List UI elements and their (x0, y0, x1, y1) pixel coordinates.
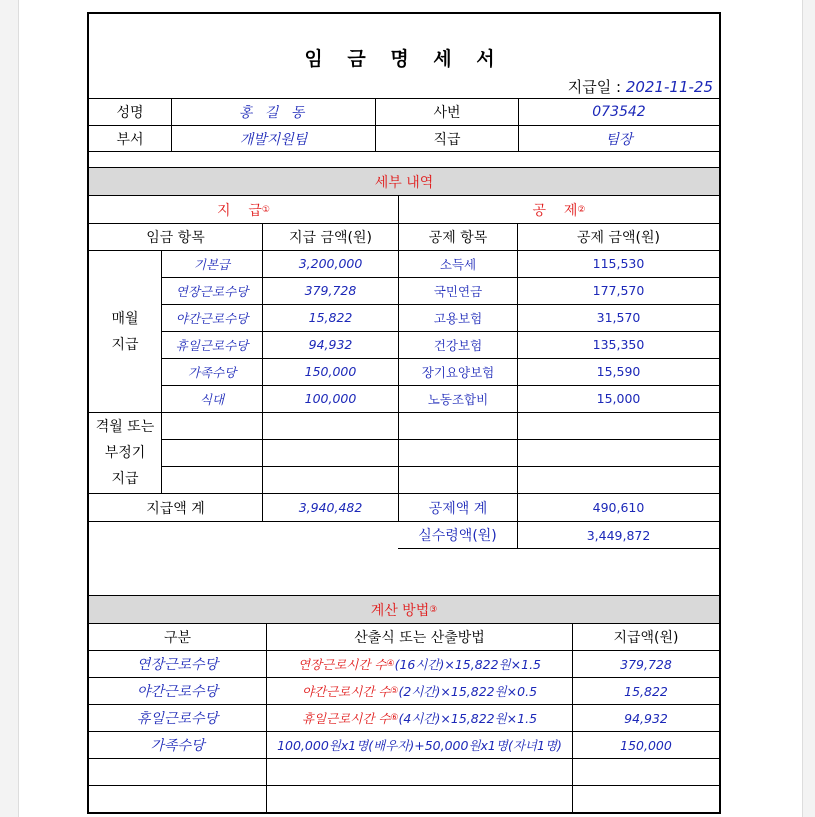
dept-label: 부서 (116, 131, 144, 148)
calc-row (89, 650, 719, 677)
pay-amount: 94,932 (262, 331, 398, 358)
row-divider (161, 358, 719, 359)
employee-id-label: 사번 (375, 99, 518, 125)
pay-item: 연장근로수당 (161, 277, 262, 304)
deduct-section-header: 공 제 ② (398, 196, 719, 223)
irregular-cell (398, 467, 517, 494)
calc-amount: 15,822 (572, 678, 719, 704)
table-row (89, 331, 719, 358)
irregular-cell (161, 467, 262, 494)
irregular-cell (262, 467, 398, 494)
table-row (89, 358, 719, 385)
pay-amount: 3,200,000 (262, 250, 398, 277)
calc-category: 야간근로수당 (136, 684, 219, 700)
irregular-cell (262, 440, 398, 467)
calc-empty-cell (266, 786, 572, 812)
calc-empty-cell (266, 759, 572, 785)
calc-row (89, 731, 719, 758)
pay-amount: 150,000 (262, 358, 398, 385)
calc-empty-cell (572, 786, 719, 812)
row-divider (161, 277, 719, 278)
calc-row (89, 704, 719, 731)
rank-label: 직급 (375, 126, 518, 151)
row-divider (161, 385, 719, 386)
column-header-row (89, 223, 719, 250)
irregular-cell (398, 413, 517, 440)
irregular-cell (161, 413, 262, 440)
pay-section-header: 지 급 ① (217, 202, 270, 219)
pay-statement (87, 12, 721, 814)
table-row (89, 385, 719, 412)
dept-value: 개발지원팀 (171, 126, 375, 151)
pay-item: 식대 (161, 385, 262, 412)
rank-value: 팀장 (518, 126, 719, 151)
table-row (89, 250, 719, 277)
net-pay-label: 실수령액(원) (418, 528, 497, 544)
calc-header-label: 계산 방법 ③ (370, 602, 438, 619)
col-deduct-amount: 공제 금액(원) (517, 224, 719, 250)
employee-id-value: 073542 (518, 99, 719, 125)
deduct-amount: 15,590 (517, 358, 719, 385)
pay-date (568, 76, 713, 97)
calc-header (89, 595, 719, 623)
pay-date-value: 2021-11-25 (625, 78, 713, 96)
deduct-amount: 115,530 (517, 250, 719, 277)
calc-empty-row (89, 785, 719, 812)
net-pay-row (398, 521, 719, 549)
totals-row (89, 493, 719, 521)
calc-formula: 야간근로시간 수 ⑤ (2시간)×15,822원×0.5 (266, 678, 572, 704)
calc-formula: 휴일근로시간 수 ⑥ (4시간)×15,822원×1.5 (266, 705, 572, 731)
name-label: 성명 (116, 105, 144, 121)
pay-item: 가족수당 (161, 358, 262, 385)
irregular-cell (262, 413, 398, 440)
calc-col-formula: 산출식 또는 산출방법 (266, 624, 572, 650)
irregular-cell (517, 413, 719, 440)
col-pay-amount: 지급 금액(원) (262, 224, 398, 250)
calc-col-category: 구분 (163, 630, 192, 646)
irregular-cell (398, 440, 517, 467)
deduct-total-value: 490,610 (517, 494, 719, 521)
deduct-amount: 135,350 (517, 331, 719, 358)
deduct-item: 고용보험 (398, 304, 517, 331)
table-row (89, 277, 719, 304)
calc-category: 휴일근로수당 (136, 711, 219, 727)
irregular-label: 격월 또는 부정기 지급 (95, 419, 155, 487)
calc-formula: 100,000원x1명(배우자)+50,000원x1명(자녀1명) (266, 732, 572, 758)
irregular-cell (161, 440, 262, 467)
pay-total-value: 3,940,482 (262, 494, 398, 521)
calc-amount: 150,000 (572, 732, 719, 758)
calc-category: 가족수당 (150, 738, 205, 754)
calc-category: 연장근로수당 (136, 657, 219, 673)
calc-column-row (89, 623, 719, 650)
document-title: 임 금 명 세 서 (304, 48, 504, 70)
pay-item: 휴일근로수당 (161, 331, 262, 358)
row-divider (161, 304, 719, 305)
pay-amount: 100,000 (262, 385, 398, 412)
net-pay-value: 3,449,872 (517, 522, 719, 548)
deduct-item: 국민연금 (398, 277, 517, 304)
table-row (89, 304, 719, 331)
pay-item: 기본급 (161, 250, 262, 277)
calc-amount: 379,728 (572, 651, 719, 677)
monthly-label: 매월 지급 (111, 310, 139, 353)
deduct-item: 소득세 (398, 250, 517, 277)
detail-header (89, 167, 719, 195)
deduct-item: 건강보험 (398, 331, 517, 358)
deduct-amount: 15,000 (517, 385, 719, 412)
calc-empty-cell (572, 759, 719, 785)
employee-row-2 (89, 125, 719, 152)
deduct-item: 장기요양보험 (398, 358, 517, 385)
divider (89, 521, 398, 522)
col-deduct-item: 공제 항목 (398, 224, 517, 250)
pay-amount: 379,728 (262, 277, 398, 304)
pay-date-label: 지급일 : (567, 78, 622, 96)
irregular-cell (517, 440, 719, 467)
deduct-amount: 31,570 (517, 304, 719, 331)
calc-row (89, 677, 719, 704)
pay-amount: 15,822 (262, 304, 398, 331)
pay-item: 야간근로수당 (161, 304, 262, 331)
calc-formula: 연장근로시간 수 ④ (16시간)×15,822원×1.5 (266, 651, 572, 677)
deduct-total-label: 공제액 계 (398, 494, 517, 521)
calc-amount: 94,932 (572, 705, 719, 731)
calc-empty-row (89, 758, 719, 785)
row-divider (161, 331, 719, 332)
employee-row-1 (89, 98, 719, 125)
pay-total-label: 지급액 계 (146, 500, 205, 517)
detail-header-label: 세부 내역 (374, 174, 434, 191)
calc-col-amount: 지급액(원) (572, 624, 719, 650)
irregular-cell (517, 467, 719, 494)
section-header-row (89, 195, 719, 223)
deduct-item: 노동조합비 (398, 385, 517, 412)
deduct-amount: 177,570 (517, 277, 719, 304)
col-pay-item: 임금 항목 (146, 230, 205, 246)
name-value: 홍 길 동 (171, 99, 375, 125)
irregular-block (89, 412, 719, 493)
